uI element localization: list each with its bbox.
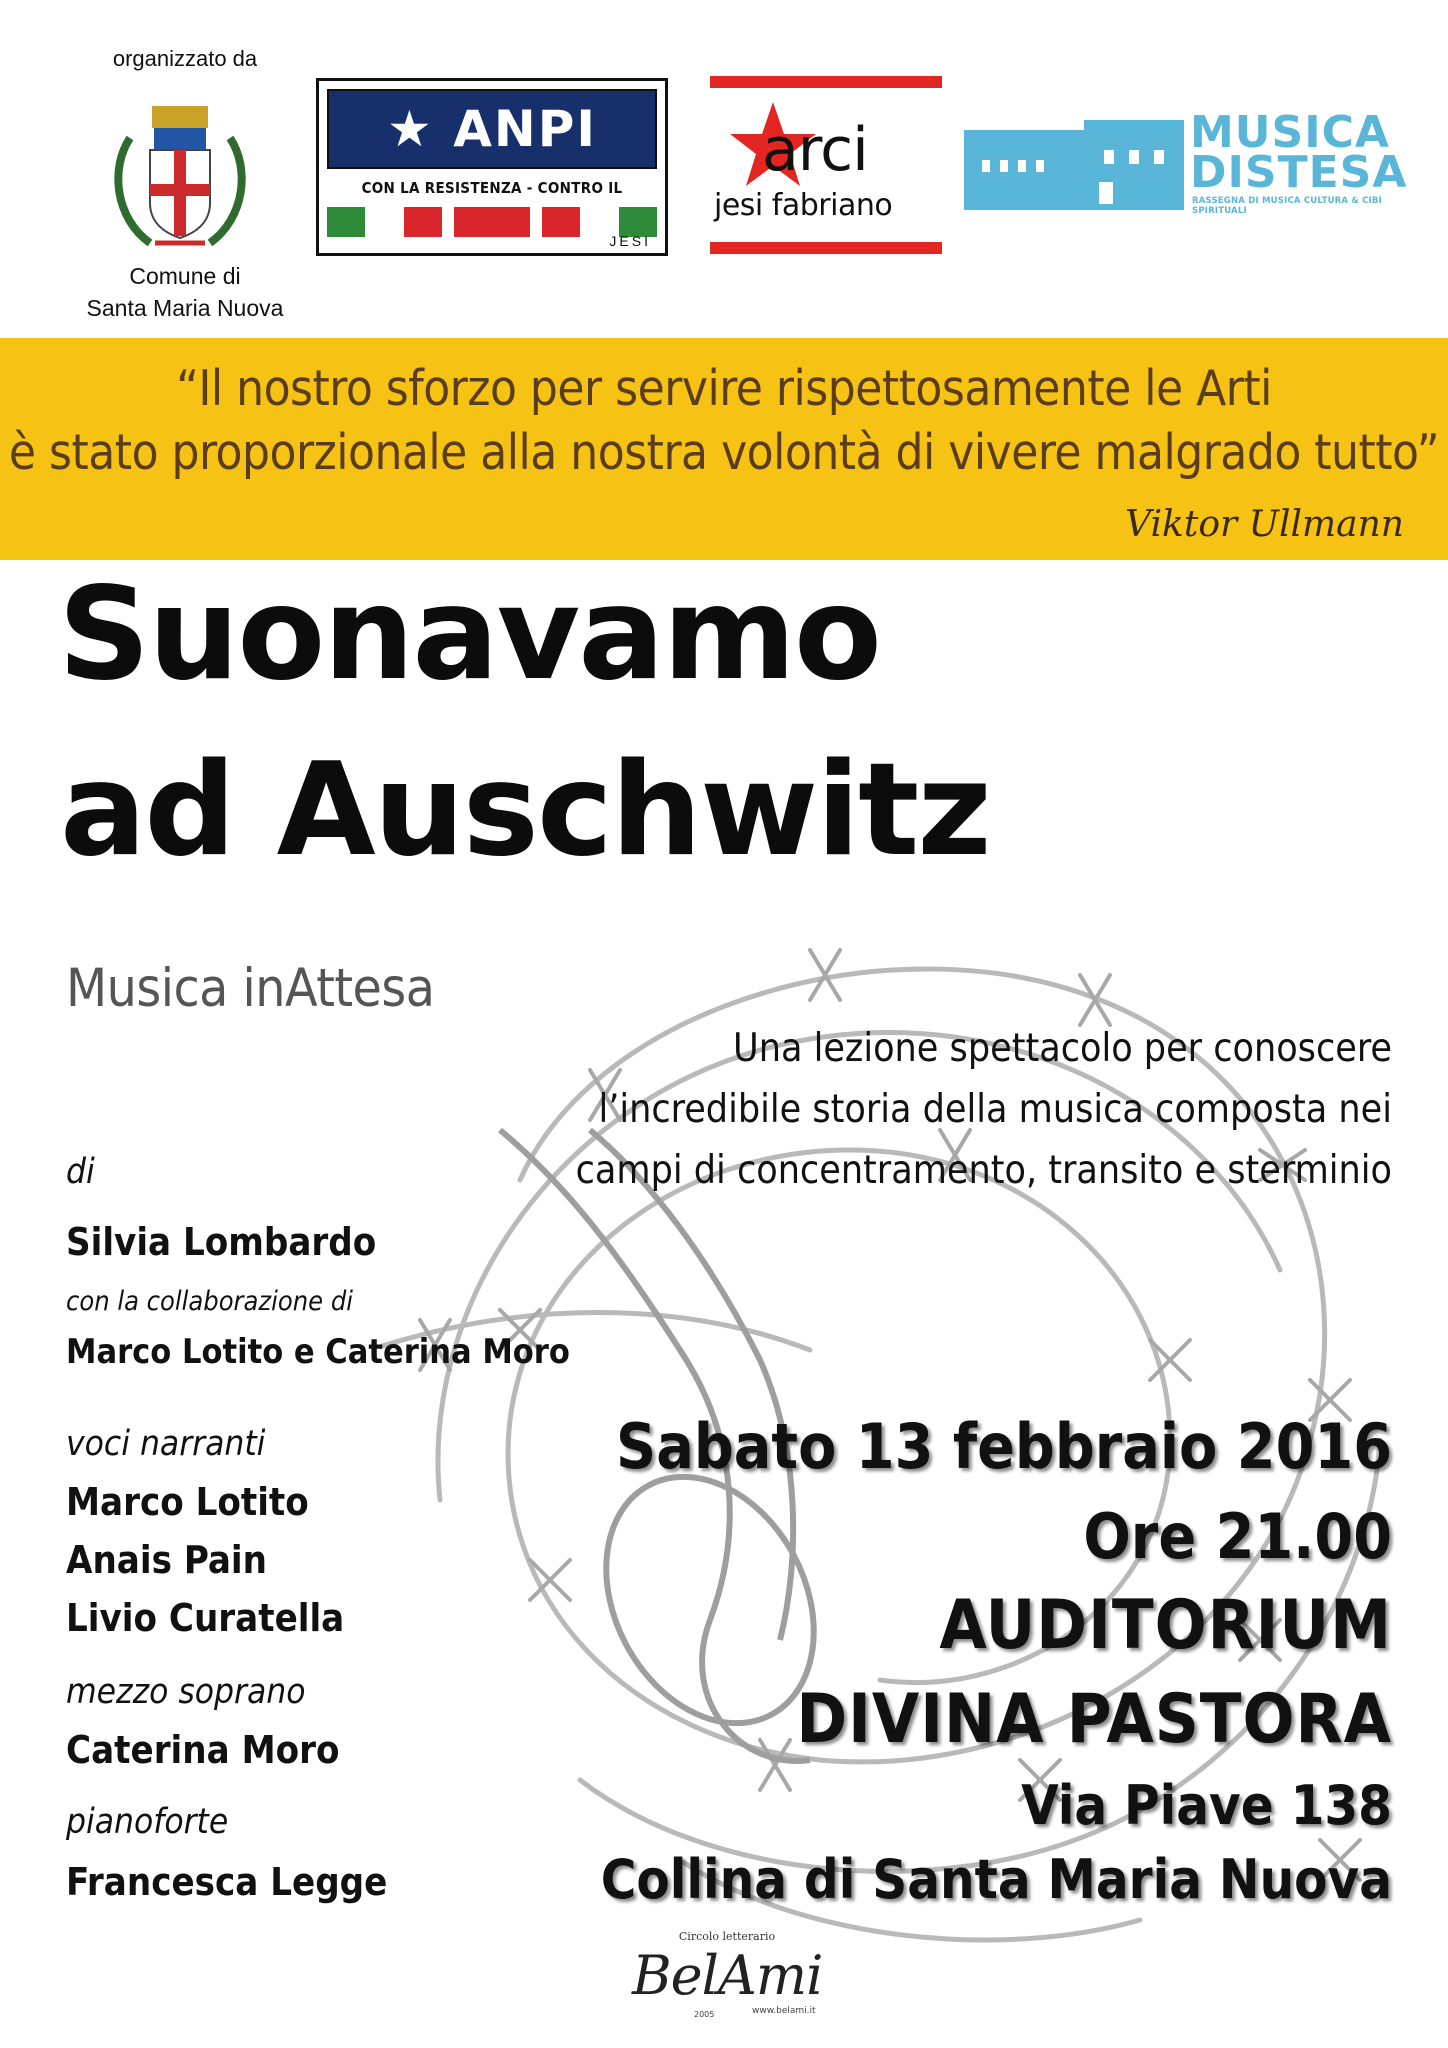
event-time: Ore 21.00 (1083, 1500, 1392, 1573)
subtitle: Musica inAttesa (66, 958, 435, 1019)
title-line-2: ad Auschwitz (60, 736, 990, 885)
quote-author: Viktor Ullmann (1125, 504, 1404, 545)
quote-line-2: è stato proporzionale alla nostra volontà di vivere malgrado tutto” (8, 424, 1440, 481)
narrator-1: Marco Lotito (66, 1480, 309, 1524)
musica-distesa-line-2: DISTESA (1190, 147, 1408, 198)
collaboration-label: con la collaborazione di (66, 1286, 354, 1317)
collaborators: Marco Lotito e Caterina Moro (66, 1332, 570, 1372)
arci-logo (710, 76, 942, 254)
piano-label: pianoforte (66, 1802, 229, 1842)
arci-name: arci (762, 115, 868, 185)
comune-line-2: Santa Maria Nuova (86, 295, 284, 321)
organized-by-label: organizzato da (112, 46, 258, 71)
anpi-tricolor-flags (327, 207, 657, 237)
narrators-label: voci narranti (66, 1424, 266, 1464)
belami-name: BelAmi (632, 1944, 823, 2007)
piano-name: Francesca Legge (66, 1860, 388, 1904)
narrator-2: Anais Pain (66, 1538, 267, 1582)
belami-year: 2005 (694, 2010, 715, 2019)
star-icon: ★ (386, 100, 434, 158)
musica-distesa-line-1: MUSICA (1190, 107, 1390, 158)
description-line-2: l’incredibile storia della musica composta nei (598, 1087, 1392, 1132)
comune-label (55, 260, 315, 324)
comune-crest-logo (110, 98, 250, 258)
anpi-city: JESI (609, 233, 651, 249)
arci-top-bar (710, 76, 942, 88)
quote-line-1: “Il nostro sforzo per servire rispettosamente le Arti (176, 360, 1272, 417)
anpi-name-panel (327, 89, 657, 169)
anpi-slogan: CON LA RESISTENZA - CONTRO IL (361, 179, 623, 197)
event-date: Sabato 13 febbraio 2016 (616, 1410, 1392, 1483)
narrator-3: Livio Curatella (66, 1596, 345, 1640)
belami-logo (612, 1930, 842, 2030)
arci-branch: jesi fabriano (714, 188, 893, 223)
venue-line-2: DIVINA PASTORA (796, 1680, 1392, 1759)
quote-band (0, 338, 1448, 560)
description-line-3: campi di concentramento, transito e sterminio (575, 1148, 1392, 1193)
mezzo-soprano-label: mezzo soprano (66, 1672, 306, 1712)
event-description (392, 1018, 1392, 1201)
title-line-1: Suonavamo (58, 560, 880, 709)
comune-line-1: Comune di (129, 263, 241, 289)
musica-distesa-logo (964, 107, 1412, 216)
by-label: di (66, 1152, 95, 1192)
arci-bottom-bar (710, 242, 942, 254)
building-icon (964, 120, 1184, 210)
musica-distesa-tagline: RASSEGNA DI MUSICA CULTURA & CIBI SPIRITUALI (1192, 196, 1382, 216)
belami-top-text: Circolo letterario (678, 1930, 776, 1943)
venue-locality: Collina di Santa Maria Nuova (600, 1848, 1392, 1911)
venue-line-1: AUDITORIUM (939, 1586, 1392, 1665)
anpi-logo (316, 78, 668, 256)
author-name: Silvia Lombardo (66, 1220, 377, 1264)
venue-address: Via Piave 138 (1021, 1774, 1392, 1837)
belami-url: www.belami.it (752, 2006, 816, 2016)
description-line-1: Una lezione spettacolo per conoscere (733, 1026, 1392, 1071)
mezzo-soprano-name: Caterina Moro (66, 1728, 340, 1772)
anpi-name: ANPI (453, 100, 598, 158)
